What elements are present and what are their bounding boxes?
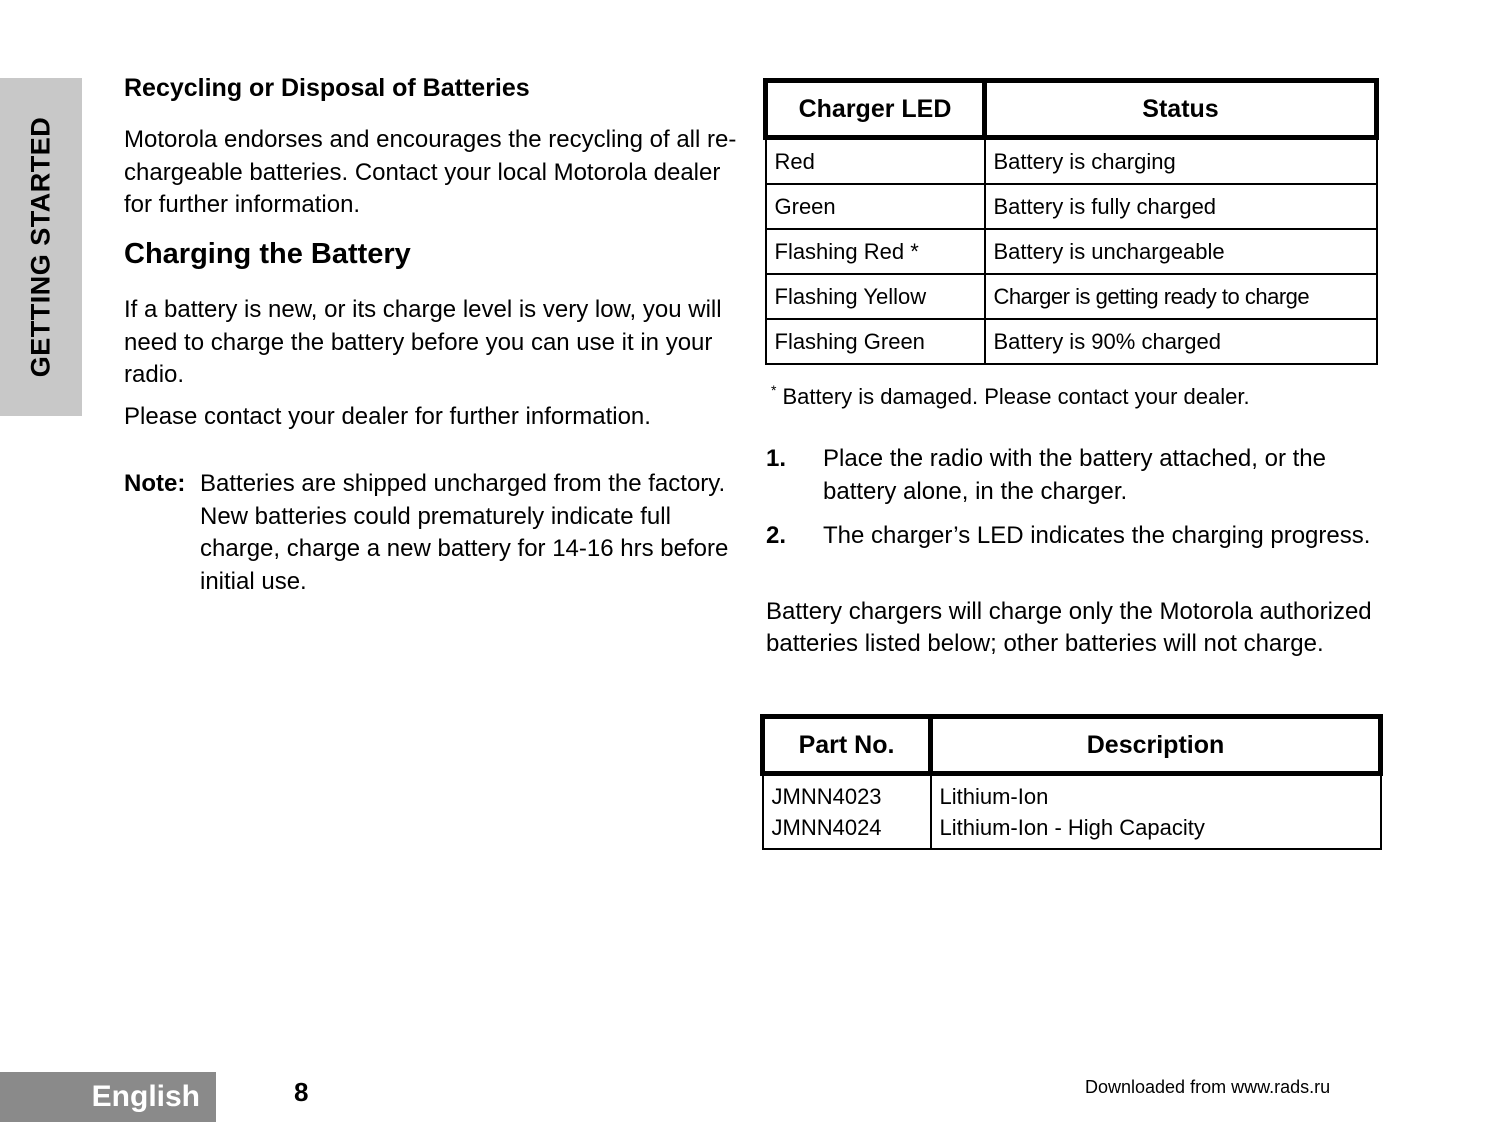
table-row [766,274,1377,319]
contact-paragraph: Please contact your dealer for further information. [124,403,651,430]
charging-paragraph: If a battery is new, or its charge level is very low, you will need to charge the battery before you can use it in your radio. [124,296,722,388]
column-header-description: Description [931,717,1381,774]
charging-heading: Charging the Battery [124,238,411,270]
footnote-mark: * [771,382,777,398]
step-text: The charger’s LED indicates the charging progress. [823,522,1371,549]
part-cell [763,774,931,850]
recycling-heading: Recycling or Disposal of Batteries [124,74,530,102]
led-cell: Flashing Yellow [766,274,985,319]
language-tab [0,1072,216,1122]
list-item [766,442,1376,508]
table-row [766,319,1377,364]
led-cell: Flashing Green [766,319,985,364]
table-row [763,774,1381,850]
status-cell: Battery is charging [985,138,1377,185]
download-note: Downloaded from www.rads.ru [1085,1077,1331,1097]
footnote-text: Battery is damaged. Please contact your dealer. [782,384,1250,409]
part-number: JMNN4024 [771,815,882,840]
part-description: Lithium-Ion - High Capacity [939,815,1205,840]
step-text: Place the radio with the battery attached, or the battery alone, in the charger. [823,445,1326,505]
column-header-part: Part No. [763,717,931,774]
table-row [766,184,1377,229]
led-cell: Flashing Red * [766,229,985,274]
step-number: 1. [766,445,787,472]
step-number: 2. [766,522,787,549]
note-text: Batteries are shipped uncharged from the factory. New batteries could prematurely indicate full charge, charge a new battery for 14-16 hrs before initial use. [200,470,729,595]
recycling-paragraph: Motorola endorses and encourages the recycling of all re-chargeable batteries. Contact your local Motorola dealer for further information. [124,126,737,218]
note-label: Note: [124,470,186,497]
table-row [766,138,1377,185]
charger-led-table [763,78,1379,365]
part-number: JMNN4023 [771,784,882,809]
description-cell [931,774,1381,850]
battery-parts-table [760,714,1383,850]
column-header-status: Status [985,81,1377,138]
led-cell: Red [766,138,985,185]
chargers-paragraph: Battery chargers will charge only the Motorola authorized batteries listed below; other batteries will not charge. [766,598,1372,657]
note-block [124,468,734,598]
page-number: 8 [294,1077,309,1107]
status-cell: Battery is unchargeable [985,229,1377,274]
part-description: Lithium-Ion [939,784,1049,809]
status-cell: Battery is 90% charged [985,319,1377,364]
led-footnote [771,384,1250,410]
table-header-row [766,81,1377,138]
status-cell: Battery is fully charged [985,184,1377,229]
table-row [766,229,1377,274]
list-item [766,519,1376,552]
side-section-label: GETTING STARTED [25,116,56,378]
charging-steps [766,442,1376,563]
table-header-row [763,717,1381,774]
column-header-led: Charger LED [766,81,985,138]
status-cell: Charger is getting ready to charge [985,274,1377,319]
language-label: English [91,1080,200,1113]
led-cell: Green [766,184,985,229]
